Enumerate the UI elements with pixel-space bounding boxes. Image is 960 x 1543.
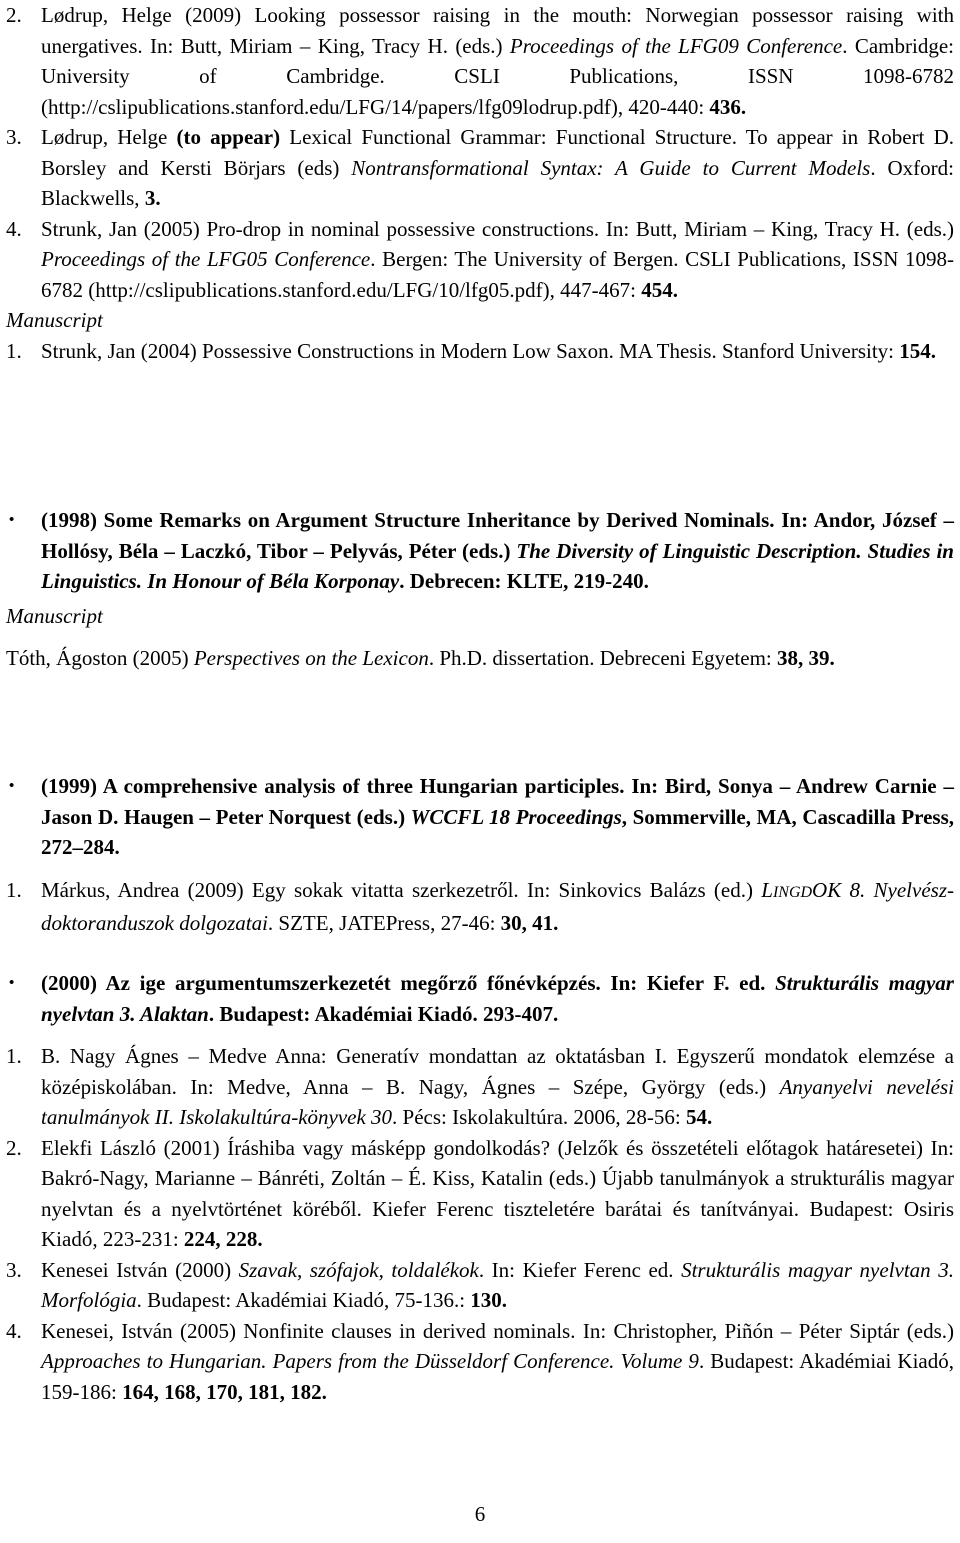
reference-title: Szavak, szófajok, toldalékok <box>238 1257 479 1282</box>
reference-text: . Pécs: Iskolakultúra. 2006, 28-56: <box>392 1105 687 1129</box>
reference-item <box>6 1041 954 1133</box>
publication-1998 <box>6 505 954 674</box>
reference-text: Elekfi László (2001) Íráshiba vagy másképp gondolkodás? (Jelzők és összetételi előtagok határesetei) In: Bakró-Nagy, Marianne – Bánréti, Zoltán – É. Kiss, Katalin (eds.) Újabb tanulmányok a strukturális magyar nyelvtan és a nyelvtörténet köréből. Kiefer Ferenc tiszteletére barátai és tanítványai. Budapest: Osiris Kiadó, 223-231: <box>41 1135 954 1251</box>
reference-text: . SZTE, JATEPress, 27-46: <box>267 911 501 935</box>
publication-title: Strukturális magyar nyelvtan 3. Alaktan <box>41 971 954 1026</box>
reference-title: Proceedings of the LFG05 Conference <box>41 247 371 271</box>
item-number: 4. <box>6 1318 22 1343</box>
reference-title: Anyanyelvi nevelési tanulmányok II. Iskolakultúra-könyvek 30 <box>41 1074 954 1129</box>
citing-work <box>6 643 954 674</box>
item-number: 2. <box>6 3 22 27</box>
reference-text: Kenesei, István (2005) Nonfinite clauses in derived nominals. In: Christopher, Piñón – Péter Siptár (eds.) <box>41 1318 954 1343</box>
publication-title: WCCFL 18 Proceedings <box>410 804 622 829</box>
reference-item <box>6 875 954 939</box>
reference-title: Strukturális magyar nyelvtan 3. Morfológia <box>41 1257 954 1312</box>
bullet-icon: • <box>9 778 15 794</box>
cited-pages: 30, 41. <box>500 911 559 935</box>
bullet-icon: • <box>9 975 15 991</box>
cited-pages: 154. <box>899 338 937 363</box>
item-number: 2. <box>6 1135 22 1160</box>
manuscript-heading: Manuscript <box>6 308 103 332</box>
reference-text: Lexical Functional Grammar: Functional Structure. To appear in Robert D. Borsley and Kersti Börjars (eds) <box>41 125 954 180</box>
cited-pages: 436. <box>709 94 747 119</box>
reference-text: . Budapest: Akadémiai Kiadó, 75-136.: <box>136 1288 471 1312</box>
cited-pages: 54. <box>686 1105 713 1129</box>
publication-entry <box>6 505 954 597</box>
publication-text: (1998) Some Remarks on Argument Structure Inheritance by Derived Nominals. In: Andor, József – Hollósy, Béla – Laczkó, Tibor – Pelyvás, Péter (eds.) <box>41 508 954 563</box>
publication-entry <box>6 771 954 863</box>
reference-text: . Cambridge: University of Cambridge. CSLI Publications, ISSN 1098-6782 (http://cslipublications.stanford.edu/LFG/14/papers/lfg09lodrup.pdf), 420-440: <box>41 33 954 119</box>
item-number: 1. <box>6 338 22 363</box>
cited-pages: 454. <box>641 277 678 302</box>
reference-item <box>6 336 954 367</box>
reference-text: Márkus, Andrea (2009) Egy sokak vitatta szerkezetről. In: Sinkovics Balázs (ed.) <box>41 877 762 902</box>
manuscript-heading: Manuscript <box>6 603 103 628</box>
reference-text: . In: Kiefer Ferenc ed. <box>478 1257 682 1282</box>
item-number: 4. <box>6 216 22 241</box>
reference-item <box>6 122 954 214</box>
publication-text: . Budapest: Akadémiai Kiadó. 293-407. <box>208 1001 559 1026</box>
reference-title: Perspectives on the Lexicon <box>193 646 429 670</box>
reference-text: Strunk, Jan (2005) Pro-drop in nominal possessive constructions. In: Butt, Miriam – King, Tracy H. (eds.) <box>41 216 954 241</box>
publication-title: The Diversity of Linguistic Description. Studies in Linguistics. In Honour of Béla Korponay <box>41 538 954 593</box>
publication-1999 <box>6 771 954 939</box>
publication-entry <box>6 968 954 1029</box>
bullet-icon: • <box>9 512 15 528</box>
reference-title: Nontransformational Syntax: A Guide to Current Models <box>351 155 871 180</box>
reference-title: Approaches to Hungarian. Papers from the Düsseldorf Conference. Volume 9 <box>41 1349 699 1373</box>
publication-text: , Sommerville, MA, Cascadilla Press, 272–284. <box>41 804 954 859</box>
publication-text: . Debrecen: KLTE, 219-240. <box>399 569 649 593</box>
reference-text: B. Nagy Ágnes – Medve Anna: Generatív mondattan az oktatásban I. Egyszerű mondatok elemzése a középiskolában. In: Medve, Anna – B. Nagy, Ágnes – Szépe, György (eds.) <box>41 1044 954 1099</box>
reference-item <box>6 1255 954 1316</box>
reference-list-4 <box>6 1041 954 1407</box>
reference-text: Kenesei István (2000) <box>41 1257 239 1282</box>
publication-2000 <box>6 968 954 1407</box>
item-number: 3. <box>6 1257 22 1282</box>
series-title: LINGDOK 8. Nyelvész-doktoranduszok dolgozatai <box>41 877 954 935</box>
reference-text: Lødrup, Helge (2009) Looking possessor raising in the mouth: Norwegian possessor raising with unergatives. In: Butt, Miriam – King, Tracy H. (eds.) <box>41 3 954 58</box>
reference-text: . Ph.D. dissertation. Debreceni Egyetem: <box>428 646 777 670</box>
cited-pages: 3. <box>144 186 161 210</box>
reference-year: (to appear) <box>176 125 281 149</box>
reference-list-1 <box>6 0 954 366</box>
reference-title: Proceedings of the LFG09 Conference <box>509 33 843 58</box>
reference-text: Strunk, Jan (2004) Possessive Constructions in Modern Low Saxon. MA Thesis. Stanford University: <box>41 338 900 363</box>
reference-item <box>6 1316 954 1408</box>
cited-pages: 164, 168, 170, 181, 182. <box>122 1379 327 1404</box>
reference-text: Lødrup, Helge <box>41 125 177 149</box>
item-number: 1. <box>6 877 22 902</box>
reference-text: . Budapest: Akadémiai Kiadó, 159-186: <box>41 1349 954 1404</box>
cited-pages: 224, 228. <box>183 1227 263 1251</box>
reference-text: . Oxford: Blackwells, <box>41 155 954 210</box>
item-number: 1. <box>6 1044 22 1068</box>
reference-text: Tóth, Ágoston (2005) <box>6 646 194 670</box>
publication-text: (1999) A comprehensive analysis of three Hungarian participles. In: Bird, Sonya – Andrew Carnie – Jason D. Haugen – Peter Norquest (eds.) <box>41 774 954 829</box>
item-number: 3. <box>6 125 22 149</box>
reference-item <box>6 0 954 122</box>
reference-item <box>6 1133 954 1255</box>
reference-item <box>6 214 954 306</box>
page-number: 6 <box>474 1502 486 1526</box>
publication-text: (2000) Az ige argumentumszerkezetét megőrző főnévképzés. In: Kiefer F. ed. <box>41 971 776 995</box>
cited-pages: 130. <box>470 1288 508 1312</box>
reference-text: . Bergen: The University of Bergen. CSLI Publications, ISSN 1098-6782 (http://cslipublications.stanford.edu/LFG/10/lfg05.pdf), 447-467: <box>41 247 955 302</box>
cited-pages: 38, 39. <box>777 646 835 670</box>
